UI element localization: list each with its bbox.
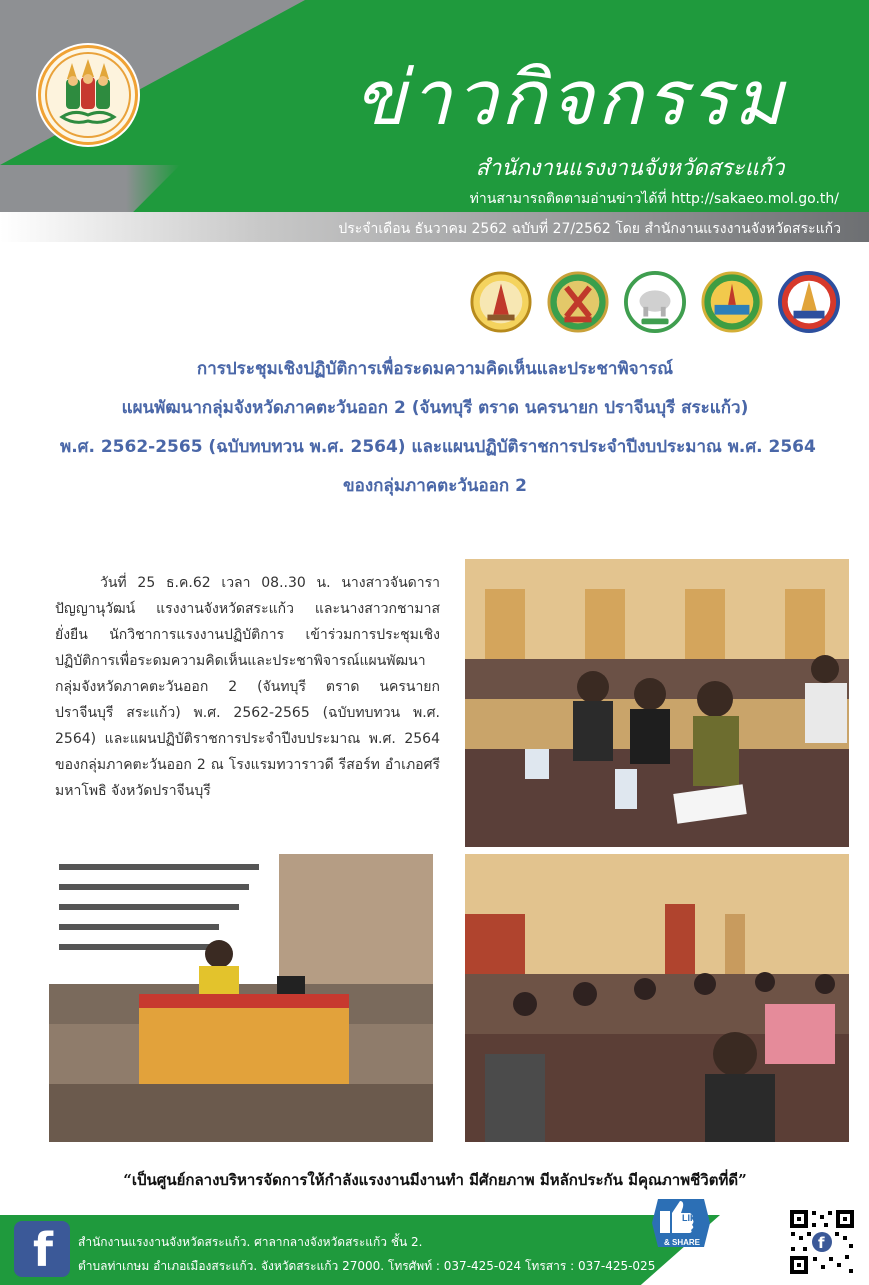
meeting-photo-attendees — [465, 559, 849, 847]
province-seal-trat-icon — [547, 269, 609, 335]
website-follow-text[interactable]: ท่านสามารถติดตามอ่านข่าวได้ที่ http://sakaeo.mol.go.th/ — [469, 191, 839, 207]
mission-slogan: “เป็นศูนย์กลางบริหารจัดการให้กำลังแรงงานมีงานทำ มีศักยภาพ มีหลักประกัน มีคุณภาพชีวิตที่ดี” — [123, 1171, 747, 1189]
heading-line-1: การประชุมเชิงปฏิบัติการเพื่อระดมความคิดเห็นและประชาพิจารณ์ — [196, 359, 674, 379]
province-seal-nakhon-nayok-icon — [624, 269, 686, 335]
sakaeo-provincial-emblem-icon — [38, 45, 138, 145]
newsletter-subtitle: สำนักงานแรงงานจังหวัดสระแก้ว — [475, 156, 785, 181]
province-logos — [460, 260, 850, 344]
footer-address-line-2: ตำบลท่าเกษม อำเภอเมืองสระแก้ว. จังหวัดสระแก้ว 27000. โทรศัพท์ : 037-425-024 โทรสาร : 037-425-025 — [78, 1259, 656, 1273]
heading-line-4: ของกลุ่มภาคตะวันออก 2 — [343, 476, 527, 496]
like-label: LIKE — [682, 1213, 703, 1223]
meeting-photo-speaker — [49, 854, 433, 1142]
heading-line-2: แผนพัฒนากลุ่มจังหวัดภาคตะวันออก 2 (จันทบุรี ตราด นครนายก ปราจีนบุรี สระแก้ว) — [121, 398, 749, 418]
facebook-icon[interactable] — [14, 1221, 70, 1277]
facebook-glyph: f — [33, 1223, 54, 1277]
heading-line-3: พ.ศ. 2562-2565 (ฉบับทบทวน พ.ศ. 2564) และแผนปฏิบัติราชการประจำปีงบประมาณ พ.ศ. 2564 — [60, 437, 816, 457]
province-seal-prachinburi-icon — [701, 269, 763, 335]
like-and-share-icon[interactable] — [650, 1193, 712, 1253]
newsletter-title: ข่าวกิจกรรม — [353, 53, 787, 142]
issue-bar — [0, 212, 869, 242]
share-label: & SHARE — [664, 1238, 701, 1247]
meeting-photo-hall — [465, 854, 849, 1142]
issue-text: ประจำเดือน ธันวาคม 2562 ฉบับที่ 27/2562 โดย สำนักงานแรงงานจังหวัดสระแก้ว — [338, 221, 841, 237]
article-body: วันที่ 25 ธ.ค.62 เวลา 08..30 น. นางสาวจันดารา ปัญญานุวัฒน์ แรงงานจังหวัดสระแก้ว และนางสาวกชามาส ยั่งยืน นักวิชาการแรงงานปฏิบัติการ เข้าร่วมการประชุมเชิงปฏิบัติการเพื่อระดมความคิดเห็นและประชาพิจารณ์แผนพัฒนากลุ่มจังหวัดภาคตะวันออก 2 (จันทบุรี ตราด นครนายก ปราจีนบุรี สระแก้ว) พ.ศ. 2562-2565 (ฉบับทบทวน พ.ศ. 2564) และแผนปฏิบัติราชการประจำปีงบประมาณ พ.ศ. 2564 ของกลุ่มภาคตะวันออก 2 ณ โรงแรมทวาราวดี รีสอร์ท อำเภอศรีมหาโพธิ จังหวัดปราจีนบุรี — [55, 575, 440, 799]
qr-facebook-glyph: f — [818, 1234, 825, 1252]
footer-address-line-1: สำนักงานแรงงานจังหวัดสระแก้ว. ศาลากลางจังหวัดสระแก้ว ชั้น 2. — [78, 1235, 423, 1249]
qr-code-icon[interactable] — [787, 1207, 857, 1277]
footer — [0, 1215, 869, 1285]
article-heading — [60, 350, 816, 506]
province-seal-sakaeo-icon — [778, 269, 840, 335]
province-seal-chanthaburi-icon — [470, 269, 532, 335]
